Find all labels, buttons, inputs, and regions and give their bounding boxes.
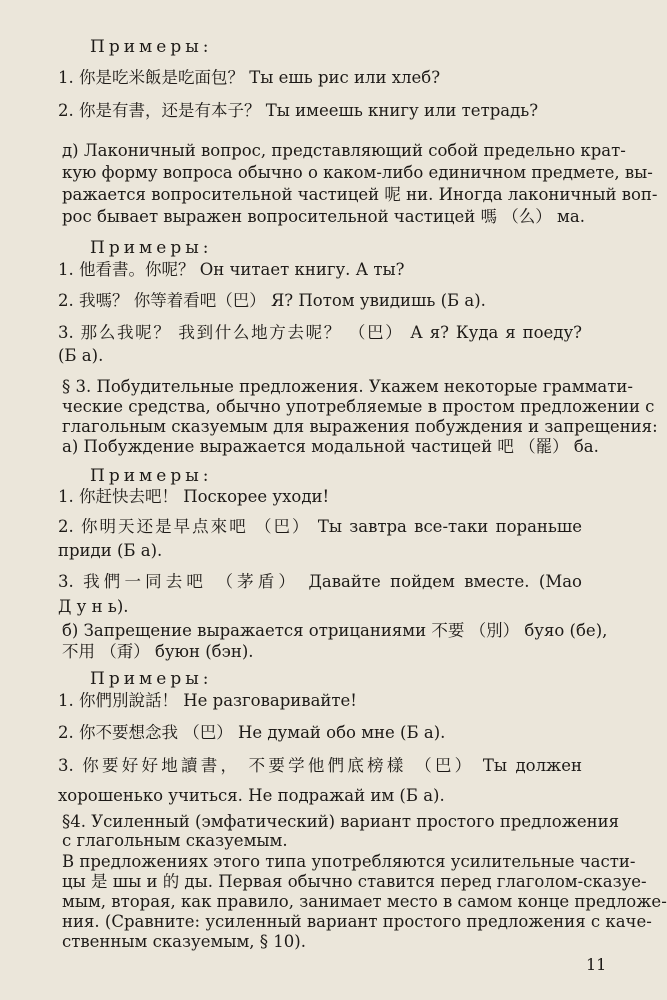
paragraph-line: б) Запрещение выражается отрицаниями 不要 （別） буяо (бе), [62, 621, 608, 640]
example-line: Д у н ь). [58, 597, 129, 616]
page-number: 11 [586, 955, 607, 974]
examples-heading-3: Примеры: [90, 466, 213, 486]
example-line: 3. 那么我呢？ 我到什么地方去呢？ （巴） А я? Куда я поеду? [58, 323, 582, 342]
example-line: 2. 你是有書，还是有本子？ Ты имеешь книгу или тетрадь? [58, 101, 539, 120]
paragraph-line: ственным сказуемым, § 10). [62, 932, 306, 951]
paragraph-line: ражается вопросительной частицей 呢 ни. Иногда лаконичный воп- [62, 185, 658, 204]
paragraph-line: цы 是 шы и 的 ды. Первая обычно ставится перед глаголом-сказуе- [62, 872, 647, 891]
example-line: 3. 我們一同去吧 （茅盾） Давайте пойдем вместе. (Мао [58, 572, 582, 591]
paragraph-line: 不用 （甭） буюн (бэн). [62, 642, 254, 661]
example-line: (Б а). [58, 346, 104, 365]
examples-heading-4: Примеры: [90, 669, 213, 689]
paragraph-line: ния. (Сравните: усиленный вариант простого предложения с каче- [62, 912, 652, 931]
example-line: 1. 他看書。你呢？ Он читает книгу. А ты? [58, 260, 405, 279]
paragraph-line: кую форму вопроса обычно о каком-либо единичном предмете, вы- [62, 163, 653, 182]
example-line: 2. 你明天还是早点來吧 （巴） Ты завтра все-таки пораньше [58, 517, 582, 536]
paragraph-line: мым, вторая, как правило, занимает место в самом конце предложе- [62, 892, 667, 911]
example-line: 2. 你不要想念我 （巴） Не думай обо мне (Б а). [58, 723, 446, 742]
section-4-line: §4. Усиленный (эмфатический) вариант простого предложения [62, 812, 620, 831]
paragraph-line: а) Побуждение выражается модальной частицей 吧 （罷） ба. [62, 437, 599, 456]
paragraph-line: д) Лаконичный вопрос, представляющий собой предельно крат- [62, 141, 626, 160]
paragraph-line: глагольным сказуемым для выражения побуждения и запрещения: [62, 417, 658, 436]
paragraph-line: В предложениях этого типа употребляются усилительные части- [62, 852, 636, 871]
example-line: 1. 你是吃米飯是吃面包？ Ты ешь рис или хлеб? [58, 68, 441, 87]
example-line: 1. 你們別說話！ Не разговаривайте! [58, 691, 357, 710]
paragraph-line: ческие средства, обычно употребляемые в простом предложении с [62, 397, 655, 416]
example-line: 2. 我嗎？ 你等着看吧（巴） Я? Потом увидишь (Б а). [58, 291, 486, 310]
paragraph-line: рос бывает выражен вопросительной частицей 嗎 （么） ма. [62, 207, 585, 226]
example-line: приди (Б а). [58, 541, 163, 560]
section-3-line: § 3. Побудительные предложения. Укажем некоторые граммати- [62, 377, 633, 396]
example-line: 1. 你赶快去吧！ Поскорее уходи! [58, 487, 330, 506]
example-line: 3. 你要好好地讀書， 不要学他們底榜樣 （巴） Ты должен [58, 756, 582, 775]
examples-heading-2: Примеры: [90, 238, 213, 258]
examples-heading-1: Примеры: [90, 37, 213, 57]
example-line: хорошенько учиться. Не подражай им (Б а). [58, 786, 445, 805]
paragraph-line: с глагольным сказуемым. [62, 831, 288, 850]
